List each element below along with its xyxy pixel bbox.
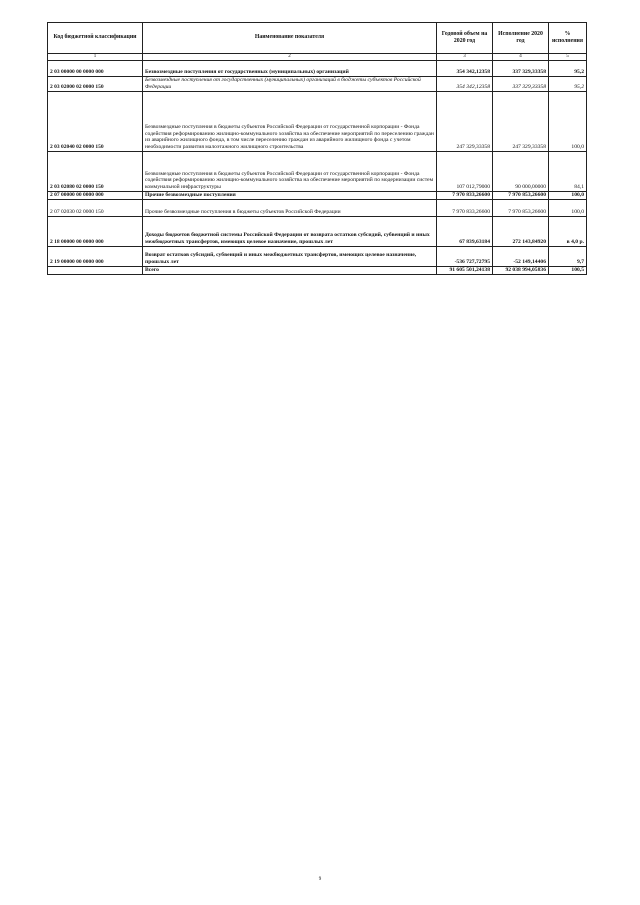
- column-number: 2: [143, 54, 437, 61]
- row-exec: 247 329,33358: [493, 92, 549, 152]
- row-plan: 7 970 833,26600: [437, 192, 493, 200]
- table-row: [48, 77, 587, 92]
- row-name: Безвозмездные поступления от государственных (муниципальных) организаций: [143, 61, 437, 77]
- row-plan: 247 329,33358: [437, 92, 493, 152]
- column-number: 4: [493, 54, 549, 61]
- table-row: [48, 247, 587, 267]
- row-name: Возврат остатков субсидий, субвенций и иных межбюджетных трансфертов, имеющих целевое назначение, прошлых лет: [143, 247, 437, 267]
- budget-execution-table: [47, 22, 587, 275]
- header-name: Наименование показателя: [143, 23, 437, 54]
- row-pct: 100,5: [549, 267, 587, 275]
- header-exec: Исполнение 2020 год: [493, 23, 549, 54]
- row-plan: 91 605 501,24138: [437, 267, 493, 275]
- row-code: 2 18 00000 00 0000 000: [48, 217, 143, 247]
- table-row: [48, 217, 587, 247]
- row-pct: 100,0: [549, 92, 587, 152]
- row-plan: 354 342,12358: [437, 77, 493, 92]
- table-row: [48, 192, 587, 200]
- row-plan: 354 342,12358: [437, 61, 493, 77]
- row-exec: 272 143,84920: [493, 217, 549, 247]
- row-exec: -52 149,14406: [493, 247, 549, 267]
- row-name: Доходы бюджетов бюджетной системы Российской Федерации от возврата остатков субсидий, субвенций и иных межбюджетных трансфертов, имеющих целевое назначение, прошлых лет: [143, 217, 437, 247]
- column-number: 1: [48, 54, 143, 61]
- row-plan: -536 727,72795: [437, 247, 493, 267]
- table-row: [48, 200, 587, 217]
- row-code: 2 07 00000 00 0000 000: [48, 192, 143, 200]
- row-pct: 95,2: [549, 61, 587, 77]
- header-plan: Годовой объем на 2020 год: [437, 23, 493, 54]
- row-name: Всего: [143, 267, 437, 275]
- row-exec: 90 000,00000: [493, 152, 549, 192]
- row-code: [48, 267, 143, 275]
- row-name: Прочие безвозмездные поступления в бюджеты субъектов Российской Федерации: [143, 200, 437, 217]
- header-code: Код бюджетной классификации: [48, 23, 143, 54]
- row-pct: 100,0: [549, 200, 587, 217]
- column-number: 5: [549, 54, 587, 61]
- row-pct: 9,7: [549, 247, 587, 267]
- row-code: 2 03 02000 02 0000 150: [48, 77, 143, 92]
- row-exec: 92 038 994,05836: [493, 267, 549, 275]
- row-code: 2 03 02080 02 0000 150: [48, 152, 143, 192]
- row-name: Безвозмездные поступления в бюджеты субъектов Российской Федерации от государственной корпорации - Фонда содействия реформированию жилищно-коммунального хозяйства на обеспечение мероприятий по модернизации систем коммунальной инфраструктуры: [143, 152, 437, 192]
- header-pct: % исполнения: [549, 23, 587, 54]
- row-code: 2 07 02030 02 0000 150: [48, 200, 143, 217]
- column-number: 3: [437, 54, 493, 61]
- row-pct: 84,1: [549, 152, 587, 192]
- row-pct: 95,2: [549, 77, 587, 92]
- page-number: 9: [318, 877, 322, 882]
- row-name: Безвозмездные поступления от государственных (муниципальных) организаций в бюджеты субъектов Российской Федерации: [143, 77, 437, 92]
- row-code: 2 03 02040 02 0000 150: [48, 92, 143, 152]
- table-row: [48, 92, 587, 152]
- row-plan: 7 970 833,26600: [437, 200, 493, 217]
- row-pct: 100,0: [549, 192, 587, 200]
- table-row: [48, 61, 587, 77]
- row-name: Безвозмездные поступления в бюджеты субъектов Российской Федерации от государственной корпорации - Фонда содействия реформированию жилищно-коммунального хозяйства на обеспечение мероприятий по переселению граждан из аварийного жилищного фонда, в том числе переселению граждан из аварийного жилищного фонда с учетом необходимости развития малоэтажного жилищного строительства: [143, 92, 437, 152]
- row-exec: 7 970 853,26600: [493, 200, 549, 217]
- row-exec: 337 329,33358: [493, 77, 549, 92]
- row-plan: 107 012,79000: [437, 152, 493, 192]
- row-name: Прочие безвозмездные поступления: [143, 192, 437, 200]
- row-exec: 337 329,33358: [493, 61, 549, 77]
- table-header-row: [48, 23, 587, 54]
- row-pct: в 4,0 р.: [549, 217, 587, 247]
- table-row-total: [48, 267, 587, 275]
- table-row: [48, 152, 587, 192]
- row-plan: 67 839,63184: [437, 217, 493, 247]
- row-code: 2 03 00000 00 0000 000: [48, 61, 143, 77]
- row-exec: 7 970 853,26600: [493, 192, 549, 200]
- column-number-row: [48, 54, 587, 61]
- row-code: 2 19 00000 00 0000 000: [48, 247, 143, 267]
